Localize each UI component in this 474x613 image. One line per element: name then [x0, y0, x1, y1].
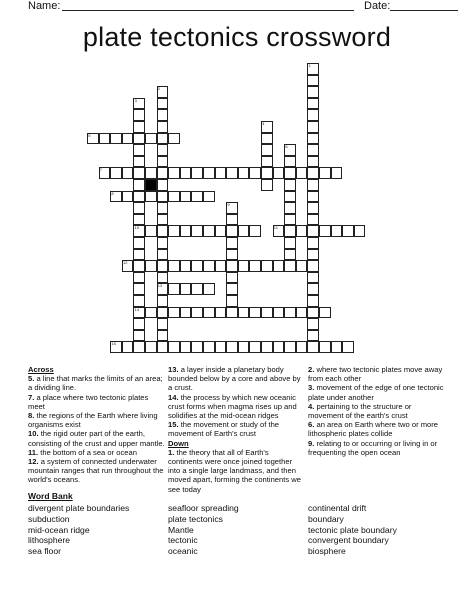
crossword-cell[interactable]	[191, 283, 203, 295]
crossword-cell[interactable]	[342, 225, 354, 237]
word-bank-item: boundary	[308, 513, 344, 524]
crossword-cell[interactable]	[168, 225, 180, 237]
crossword-cell[interactable]	[249, 341, 261, 353]
crossword-cell[interactable]	[133, 156, 145, 168]
word-bank-item: subduction	[28, 513, 70, 524]
crossword-cell[interactable]	[168, 167, 180, 179]
crossword-cell[interactable]	[133, 121, 145, 133]
crossword-cell[interactable]	[157, 249, 169, 261]
crossword-cell[interactable]	[284, 179, 296, 191]
clue-down-1: 1. the theory that all of Earth's continents were once joined together into a single large landmass, and then moved apart, forming the continents we see today	[168, 447, 301, 494]
clue-number: 6	[285, 144, 288, 150]
crossword-cell[interactable]	[122, 191, 134, 203]
crossword-cell[interactable]	[122, 341, 134, 353]
crossword-cell[interactable]	[180, 260, 192, 272]
crossword-cell[interactable]	[307, 167, 319, 179]
crossword-cell[interactable]	[307, 225, 319, 237]
word-bank-item: tectonic plate boundary	[308, 524, 397, 535]
name-label: Name:	[28, 0, 61, 12]
crossword-cell[interactable]	[226, 272, 238, 284]
crossword-cell[interactable]	[261, 144, 273, 156]
across-clues-continued	[168, 365, 302, 494]
down-heading: Down	[168, 438, 189, 448]
clue-down-9: 9. relating to or occurring or living in or frequenting the open ocean	[308, 438, 438, 457]
crossword-cell[interactable]	[261, 133, 273, 145]
clue-number: 2	[157, 86, 161, 92]
crossword-cell[interactable]	[145, 307, 157, 319]
crossword-cell[interactable]	[273, 260, 285, 272]
crossword-cell[interactable]	[261, 156, 273, 168]
crossword-cell[interactable]	[261, 260, 273, 272]
clue-across-5: 5. a line that marks the limits of an area; a dividing line.	[28, 374, 163, 393]
crossword-cell[interactable]	[191, 307, 203, 319]
crossword-cell[interactable]	[296, 260, 308, 272]
crossword-cell[interactable]	[180, 283, 192, 295]
crossword-cell[interactable]	[145, 341, 157, 353]
word-bank-item: plate tectonics	[168, 513, 223, 524]
crossword-cell[interactable]	[110, 133, 122, 145]
crossword-cell[interactable]	[238, 260, 250, 272]
crossword-cell[interactable]	[133, 133, 145, 145]
crossword-cell[interactable]	[157, 156, 169, 168]
crossword-cell[interactable]	[331, 167, 343, 179]
crossword-cell[interactable]	[180, 341, 192, 353]
crossword-cell[interactable]	[157, 237, 169, 249]
crossword-cell[interactable]	[307, 98, 319, 110]
crossword-cell[interactable]	[133, 341, 145, 353]
crossword-cell[interactable]	[273, 307, 285, 319]
crossword-cell[interactable]	[133, 202, 145, 214]
crossword-cell[interactable]	[307, 202, 319, 214]
crossword-cell[interactable]	[133, 249, 145, 261]
clue-number: 1	[308, 63, 311, 68]
crossword-cell[interactable]	[307, 283, 319, 295]
word-bank-item: seafloor spreading	[168, 503, 239, 513]
crossword-cell[interactable]	[168, 341, 180, 353]
word-bank-title: Word Bank	[28, 491, 73, 501]
crossword-cell[interactable]	[133, 191, 145, 203]
crossword-cell[interactable]	[215, 307, 227, 319]
crossword-cell[interactable]	[180, 167, 192, 179]
word-bank-item: mid-ocean ridge	[28, 524, 90, 535]
crossword-cell[interactable]	[307, 156, 319, 168]
crossword-cell[interactable]	[203, 283, 215, 295]
crossword-cell[interactable]	[145, 225, 157, 237]
crossword-cell[interactable]	[284, 202, 296, 214]
crossword-cell[interactable]	[145, 191, 157, 203]
crossword-cell[interactable]	[157, 272, 169, 284]
crossword-cell[interactable]	[133, 167, 145, 179]
clue-across-12: 12. a system of connected underwater mountain ranges that run throughout the world's oceans.	[28, 457, 164, 485]
crossword-cell[interactable]	[307, 75, 319, 87]
crossword-cell[interactable]	[133, 144, 145, 156]
crossword-cell[interactable]	[203, 225, 215, 237]
crossword-cell[interactable]	[157, 307, 169, 319]
crossword-cell[interactable]	[180, 191, 192, 203]
clue-across-10: 10. the rigid outer part of the earth, consisting of the crust and upper mantle.	[28, 429, 165, 448]
crossword-cell[interactable]	[122, 167, 134, 179]
crossword-cell[interactable]	[249, 225, 261, 237]
crossword-cell[interactable]	[110, 167, 122, 179]
crossword-cell[interactable]	[157, 191, 169, 203]
crossword-cell[interactable]	[145, 167, 157, 179]
crossword-cell[interactable]	[273, 167, 285, 179]
crossword-cell[interactable]	[238, 167, 250, 179]
crossword-cell[interactable]	[284, 307, 296, 319]
crossword-cell[interactable]	[307, 341, 319, 353]
crossword-cell[interactable]	[180, 225, 192, 237]
clue-number: 7	[99, 167, 103, 173]
word-bank-column-1	[28, 503, 129, 557]
clue-number: 11	[273, 225, 278, 231]
crossword-cell[interactable]	[296, 167, 308, 179]
crossword-cell[interactable]	[226, 260, 238, 272]
crossword-cell[interactable]	[284, 237, 296, 249]
crossword-cell[interactable]	[157, 133, 169, 145]
crossword-cell[interactable]	[284, 260, 296, 272]
crossword-cell[interactable]	[307, 214, 319, 226]
crossword-cell[interactable]	[226, 214, 238, 226]
crossword-cell[interactable]	[296, 307, 308, 319]
crossword-cell[interactable]	[307, 295, 319, 307]
crossword-cell[interactable]	[307, 330, 319, 342]
crossword-cell[interactable]	[157, 341, 169, 353]
crossword-cell[interactable]	[215, 167, 227, 179]
crossword-cell[interactable]	[331, 341, 343, 353]
crossword-cell[interactable]	[157, 121, 169, 133]
clue-down-2: 2. where two tectonic plates move away from each other	[308, 365, 443, 384]
crossword-cell[interactable]	[273, 341, 285, 353]
crossword-cell[interactable]	[307, 318, 319, 330]
word-bank-item: sea floor	[28, 546, 61, 557]
word-bank-item: tectonic	[168, 535, 198, 546]
clue-number: 3	[134, 97, 137, 103]
crossword-cell[interactable]	[168, 260, 180, 272]
clue-down-4: 4. pertaining to the structure or movement of the earth's crust	[308, 401, 412, 421]
crossword-cell[interactable]	[284, 225, 296, 237]
word-bank-item: Mantle	[168, 524, 194, 535]
crossword-cell[interactable]	[307, 237, 319, 249]
crossword-cell[interactable]	[157, 167, 169, 179]
word-bank-column-3	[308, 503, 397, 557]
clue-number: 12	[123, 260, 128, 266]
crossword-cell[interactable]	[191, 341, 203, 353]
clue-number: 8	[111, 190, 114, 196]
crossword-cell[interactable]	[133, 214, 145, 226]
crossword-cell[interactable]	[354, 225, 366, 237]
crossword-cell[interactable]	[203, 260, 215, 272]
clue-across-11: 11. the bottom of a sea or ocean	[28, 447, 137, 457]
crossword-cell[interactable]	[203, 307, 215, 319]
crossword-cell[interactable]	[203, 167, 215, 179]
crossword-cell[interactable]	[133, 295, 145, 307]
clue-down-6: 6. an area on Earth where two or more lithospheric plates collide	[308, 420, 439, 439]
crossword-cell[interactable]	[133, 272, 145, 284]
crossword-cell[interactable]	[226, 225, 238, 237]
crossword-cell[interactable]	[157, 295, 169, 307]
date-label: Date:	[364, 0, 391, 12]
crossword-cell[interactable]	[168, 133, 180, 145]
crossword-cell[interactable]	[191, 225, 203, 237]
crossword-cell[interactable]	[133, 109, 145, 121]
crossword-cell[interactable]	[168, 191, 180, 203]
crossword-cell[interactable]	[191, 167, 203, 179]
crossword-cell[interactable]	[331, 225, 343, 237]
crossword-cell[interactable]	[319, 167, 331, 179]
crossword-cell[interactable]	[157, 179, 169, 191]
word-bank-item: biosphere	[308, 546, 346, 557]
clue-number: 5	[88, 132, 91, 138]
crossword-cell[interactable]	[296, 225, 308, 237]
crossword-cell[interactable]	[157, 144, 169, 156]
crossword-cell[interactable]	[133, 179, 145, 191]
crossword-cell[interactable]	[261, 179, 273, 191]
crossword-cell[interactable]	[133, 318, 145, 330]
word-bank-column-2	[168, 503, 239, 557]
clue-number: 13	[157, 283, 163, 289]
crossword-cell[interactable]	[133, 283, 145, 295]
crossword-cell[interactable]	[307, 179, 319, 191]
clue-across-14: 14. the process by which new oceanic crust forms when magma rises up and solidifies at the mid-ocean ridges	[168, 392, 297, 421]
crossword-cell[interactable]	[284, 341, 296, 353]
word-bank-item: divergent plate boundaries	[28, 503, 130, 513]
crossword-cell[interactable]	[307, 307, 319, 319]
crossword-cell[interactable]	[238, 341, 250, 353]
crossword-cell[interactable]	[342, 341, 354, 353]
across-clues	[28, 365, 166, 485]
crossword-cell[interactable]	[249, 167, 261, 179]
page-title: plate tectonics crossword	[82, 22, 392, 52]
crossword-cell[interactable]	[319, 341, 331, 353]
clue-number: 10	[134, 225, 140, 231]
crossword-cell[interactable]	[157, 214, 169, 226]
word-bank-item: continental drift	[308, 503, 367, 513]
down-clues	[308, 365, 448, 457]
black-square	[145, 179, 157, 191]
crossword-cell[interactable]	[180, 307, 192, 319]
crossword-cell[interactable]	[226, 341, 238, 353]
clue-number: 14	[134, 306, 140, 312]
crossword-cell[interactable]	[319, 307, 331, 319]
crossword-cell[interactable]	[215, 341, 227, 353]
crossword-cell[interactable]	[145, 260, 157, 272]
clue-number: 15	[111, 341, 116, 347]
crossword-cell[interactable]	[284, 249, 296, 261]
crossword-cell[interactable]	[157, 202, 169, 214]
crossword-cell[interactable]	[226, 295, 238, 307]
crossword-cell[interactable]	[226, 237, 238, 249]
crossword-cell[interactable]	[157, 330, 169, 342]
crossword-cell[interactable]	[122, 133, 134, 145]
clue-across-15: 15. the movement or study of the movement of Earth's crust	[168, 420, 280, 439]
crossword-cell[interactable]	[168, 307, 180, 319]
crossword-cell[interactable]	[99, 133, 111, 145]
crossword-cell[interactable]	[284, 167, 296, 179]
crossword-cell[interactable]	[261, 307, 273, 319]
crossword-cell[interactable]	[226, 167, 238, 179]
crossword-cell[interactable]	[307, 191, 319, 203]
crossword-cell[interactable]	[133, 260, 145, 272]
crossword-cell[interactable]	[319, 225, 331, 237]
word-bank-item: convergent boundary	[308, 535, 389, 546]
crossword-cell[interactable]	[203, 191, 215, 203]
crossword-cell[interactable]	[133, 237, 145, 249]
crossword-cell[interactable]	[215, 225, 227, 237]
crossword-cell[interactable]	[226, 249, 238, 261]
crossword-cell[interactable]	[307, 109, 319, 121]
crossword-cell[interactable]	[307, 260, 319, 272]
crossword-cell[interactable]	[191, 191, 203, 203]
crossword-cell[interactable]	[133, 330, 145, 342]
crossword-cell[interactable]	[238, 225, 250, 237]
crossword-cell[interactable]	[307, 144, 319, 156]
crossword-cell[interactable]	[157, 98, 169, 110]
crossword-cell[interactable]	[249, 307, 261, 319]
crossword-cell[interactable]	[157, 318, 169, 330]
crossword-cell[interactable]	[307, 121, 319, 133]
crossword-cell[interactable]	[215, 260, 227, 272]
clue-down-3: 3. movement of the edge of one tectonic plate under another	[308, 383, 444, 402]
crossword-cell[interactable]	[157, 260, 169, 272]
clue-across-7: 7. a place where two tectonic plates meet	[28, 392, 149, 411]
crossword-cell[interactable]	[191, 260, 203, 272]
crossword-cell[interactable]	[157, 109, 169, 121]
crossword-cell[interactable]	[261, 167, 273, 179]
crossword-cell[interactable]	[226, 307, 238, 319]
clue-number: 4	[262, 121, 265, 126]
crossword-cell[interactable]	[284, 214, 296, 226]
crossword-cell[interactable]	[307, 272, 319, 284]
word-bank-item: lithosphere	[28, 535, 71, 546]
crossword-cell[interactable]	[203, 341, 215, 353]
word-bank-item: oceanic	[168, 546, 198, 557]
crossword-cell[interactable]	[284, 156, 296, 168]
crossword-cell[interactable]	[261, 341, 273, 353]
crossword-cell[interactable]	[238, 307, 250, 319]
crossword-cell[interactable]	[307, 133, 319, 145]
clue-across-8: 8. the regions of the Earth where living organisms exist	[28, 411, 158, 430]
clue-number: 9	[227, 202, 230, 208]
crossword-cell[interactable]	[157, 225, 169, 237]
crossword-cell[interactable]	[249, 260, 261, 272]
across-heading: Across	[28, 365, 54, 374]
crossword-cell[interactable]	[284, 191, 296, 203]
crossword-cell[interactable]	[226, 283, 238, 295]
crossword-cell[interactable]	[307, 249, 319, 261]
crossword-cell[interactable]	[168, 283, 180, 295]
crossword-cell[interactable]	[296, 341, 308, 353]
clue-across-13: 13. a layer inside a planetary body bounded below by a core and above by a crust.	[168, 365, 301, 393]
crossword-cell[interactable]	[145, 133, 157, 145]
crossword-cell[interactable]	[307, 86, 319, 98]
